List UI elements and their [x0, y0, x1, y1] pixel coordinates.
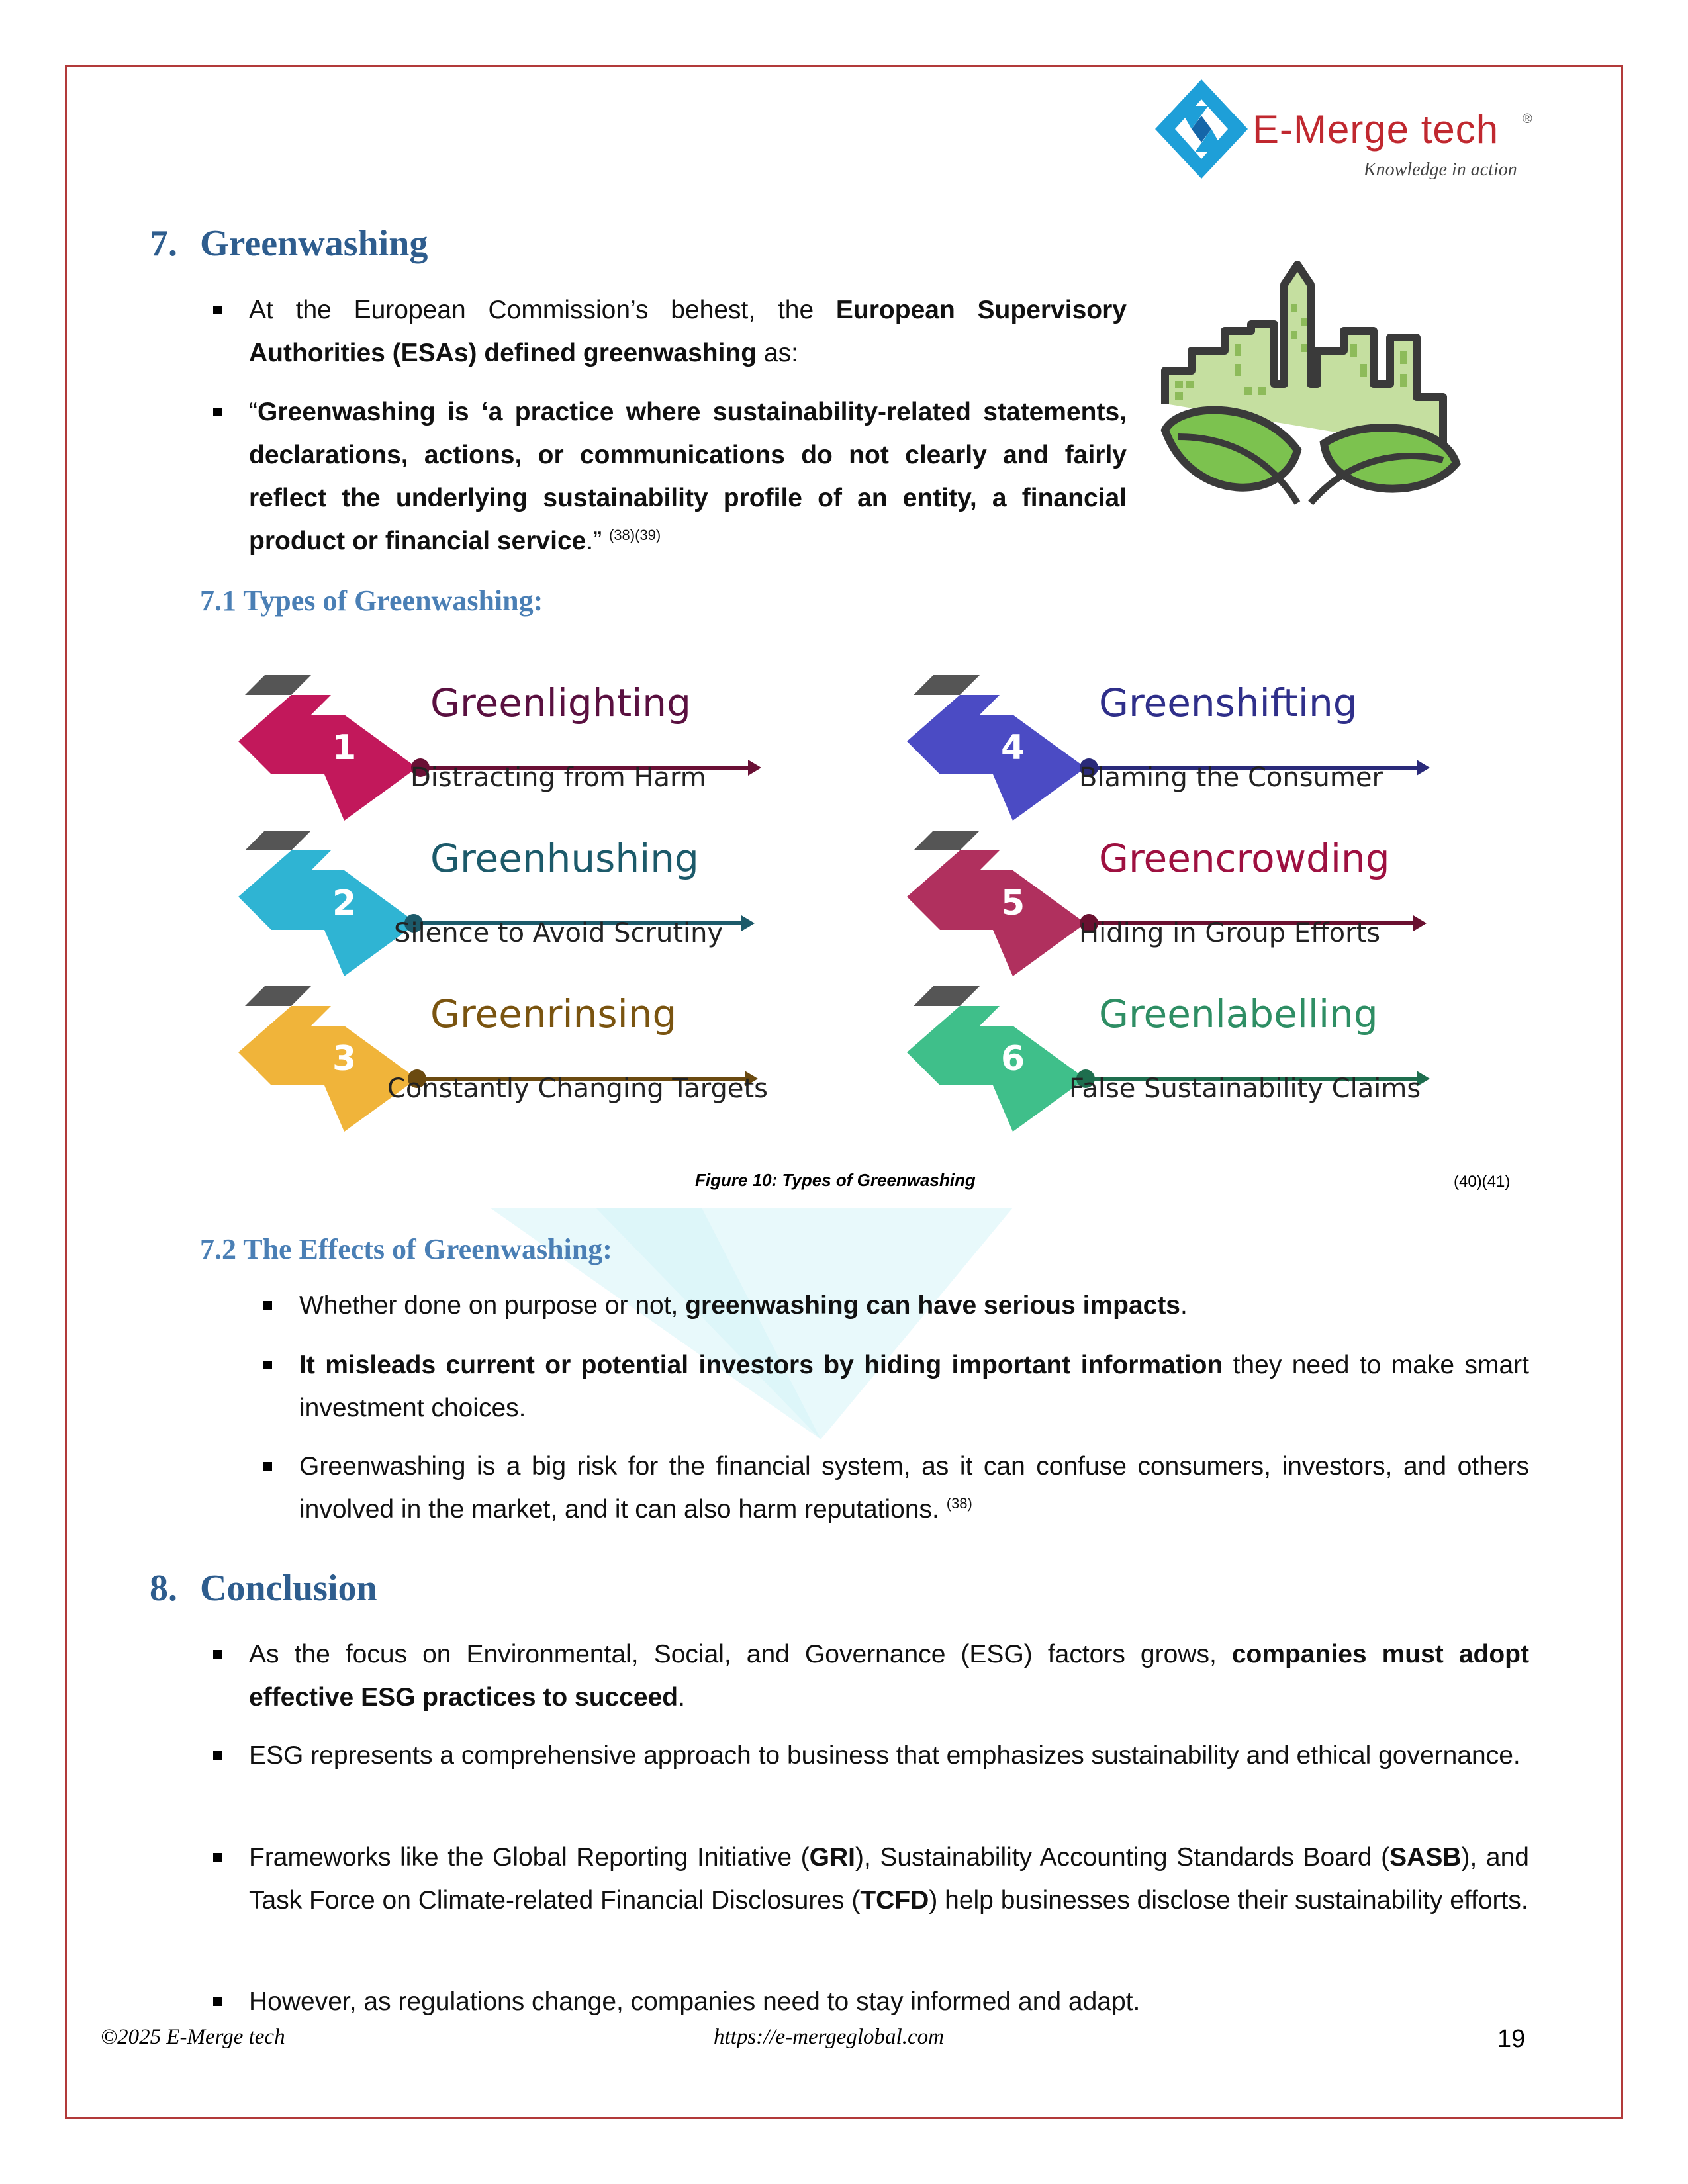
section-7-heading: [150, 222, 428, 265]
bullet-misleads-investors: [299, 1343, 1529, 1430]
type-number: 4: [1001, 728, 1025, 768]
bullet-text: As the focus on Environmental, Social, and Governance (ESG) factors grows,: [249, 1640, 1232, 1668]
type-greenshifting: [900, 675, 1430, 821]
bullet-esg-approach: [249, 1734, 1529, 1777]
bullet-text-end: ) help businesses disclose their sustainability efforts.: [929, 1886, 1528, 1915]
bullet-bold: companies must adopt effective ESG practices to succeed: [249, 1640, 1529, 1711]
types-of-greenwashing-figure: [232, 675, 1463, 1138]
type-title: Greencrowding: [1099, 836, 1390, 881]
subsection-7-2-heading: 7.2 The Effects of Greenwashing:: [200, 1233, 612, 1265]
bullet-text: Greenwashing is a big risk for the financial system, as it can confuse consumers, investors, and others involved in the market, and it can also harm reputations.: [299, 1452, 1529, 1524]
section-number: 7.: [150, 223, 177, 264]
type-subtitle: Silence to Avoid Scrutiny: [394, 918, 724, 948]
bullet-bold-gri: GRI: [809, 1843, 855, 1872]
logo-name: E-Merge tech: [1252, 107, 1499, 152]
citation-sup: (38)(39): [609, 527, 661, 543]
type-greenrinsing: [232, 986, 769, 1132]
type-subtitle: Hiding in Group Efforts: [1079, 918, 1381, 948]
bullet-text-end: .: [1180, 1291, 1188, 1320]
bullet-bold: European Supervisory Authorities (ESAs) defined greenwashing: [249, 296, 1127, 367]
type-greenhushing: [232, 831, 761, 976]
bullet-text-end: .”: [586, 527, 602, 555]
bullet-esg-focus: [249, 1633, 1529, 1719]
section-title: Conclusion: [200, 1568, 377, 1609]
bullet-financial-risk: [299, 1445, 1529, 1531]
bullet-text: At the European Commission’s behest, the: [249, 296, 836, 324]
type-title: Greenhushing: [430, 836, 699, 881]
bullet-text-end: .: [678, 1683, 685, 1711]
bullet-text: “: [249, 398, 258, 426]
type-number: 2: [332, 884, 357, 923]
footer-copyright: ©2025 E-Merge tech: [101, 2025, 285, 2049]
bullet-bold: It misleads current or potential investors by hiding important information: [299, 1351, 1223, 1379]
type-subtitle: Constantly Changing Targets: [387, 1073, 769, 1104]
section-title: Greenwashing: [200, 223, 428, 264]
type-number: 3: [332, 1039, 357, 1079]
bullet-greenwashing-quote: [249, 390, 1127, 563]
footer-url[interactable]: https://e-mergeglobal.com: [714, 2025, 944, 2049]
type-greenlabelling: [900, 986, 1430, 1132]
figure-references: (40)(41): [1454, 1173, 1511, 1191]
bullet-text: ESG represents a comprehensive approach to business that emphasizes sustainability and ethical governance.: [249, 1741, 1521, 1770]
type-title: Greenlabelling: [1099, 991, 1378, 1036]
type-title: Greenlighting: [430, 680, 691, 725]
page-number: 19: [1497, 2025, 1526, 2053]
type-subtitle: Blaming the Consumer: [1079, 762, 1383, 793]
citation-sup: (38): [946, 1495, 972, 1512]
bullet-bold: Greenwashing is ‘a practice where sustainability-related statements, declarations, actions, or communications do not clearly and fairly reflect the underlying sustainability profile of an entity, a financial product or financial service: [249, 398, 1127, 555]
section-number: 8.: [150, 1568, 177, 1609]
type-greencrowding: [900, 831, 1430, 976]
logo-registered: ®: [1523, 112, 1532, 126]
bullet-stay-informed: [249, 1980, 1529, 2023]
type-number: 1: [332, 728, 357, 768]
type-title: Greenrinsing: [430, 991, 677, 1036]
subsection-7-1-heading: 7.1 Types of Greenwashing:: [200, 584, 543, 617]
bullet-bold: greenwashing can have serious impacts: [685, 1291, 1180, 1320]
figure-caption: Figure 10: Types of Greenwashing: [695, 1170, 976, 1190]
bullet-text: ), Sustainability Accounting Standards Board (: [855, 1843, 1390, 1872]
type-greenlighting: [232, 675, 761, 821]
type-number: 5: [1001, 884, 1025, 923]
bullet-text-end: they need to make smart investment choices.: [299, 1351, 1529, 1422]
bullet-text-end: as:: [757, 339, 798, 367]
bullet-text: However, as regulations change, companies need to stay informed and adapt.: [249, 1987, 1141, 2016]
bullet-bold-tcfd: TCFD: [860, 1886, 929, 1915]
logo-mark-icon: [1152, 76, 1251, 189]
type-title: Greenshifting: [1099, 680, 1358, 725]
bullet-text: Frameworks like the Global Reporting Initiative (: [249, 1843, 810, 1872]
green-city-illustration: [1152, 251, 1470, 549]
bullet-text: Whether done on purpose or not,: [299, 1291, 686, 1320]
bullet-esas-definition: [249, 289, 1127, 375]
bullet-bold-sasb: SASB: [1389, 1843, 1462, 1872]
type-subtitle: False Sustainability Claims: [1069, 1073, 1421, 1104]
bullet-serious-impacts: [299, 1284, 1529, 1327]
bullet-frameworks: [249, 1836, 1529, 1922]
bullet-text: ), and Task Force on Climate-related Financial Disclosures (: [249, 1843, 1529, 1915]
type-subtitle: Distracting from Harm: [410, 762, 706, 793]
section-8-heading: [150, 1567, 377, 1610]
type-number: 6: [1001, 1039, 1025, 1079]
company-logo: [1152, 76, 1562, 195]
logo-tagline: Knowledge in action: [1364, 159, 1517, 180]
